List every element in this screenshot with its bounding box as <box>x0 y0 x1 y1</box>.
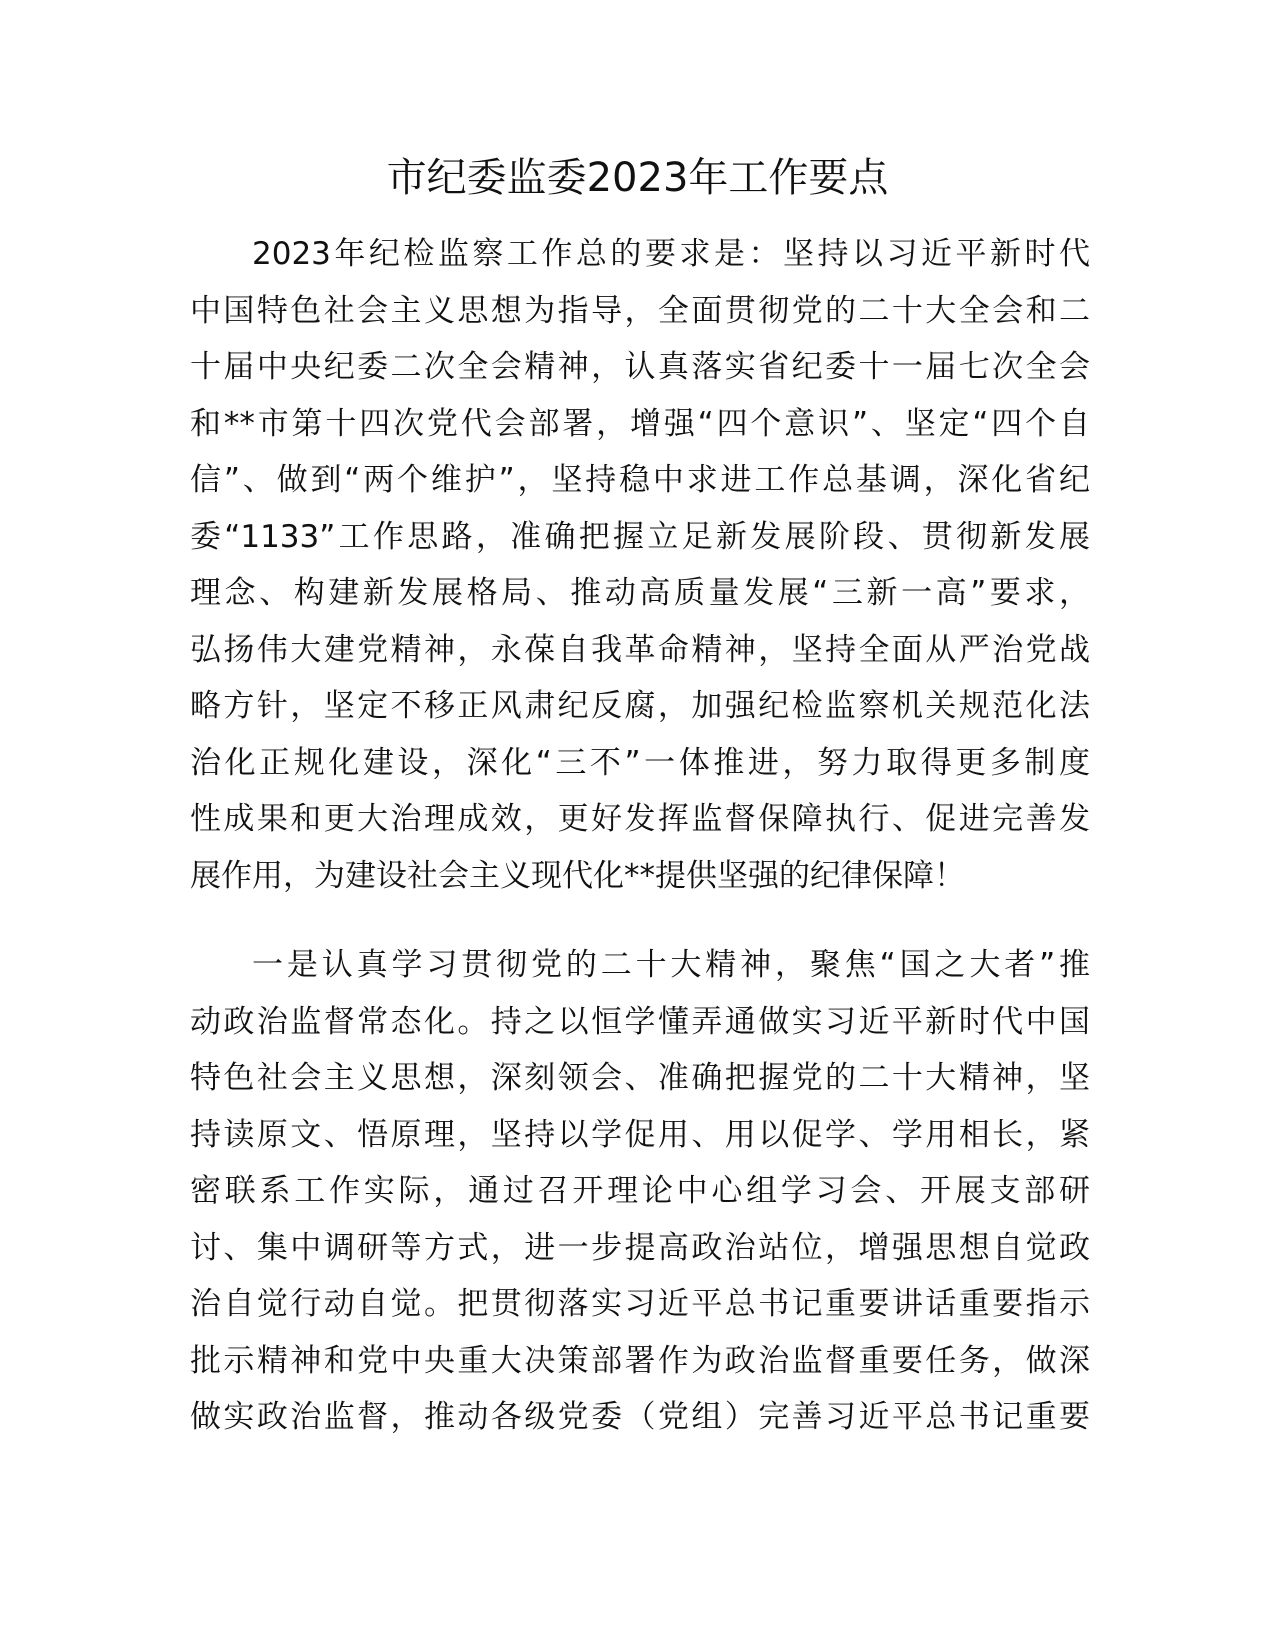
paragraph-line: 和**市第十四次党代会部署，增强“四个意识”、坚定“四个自 <box>190 405 1090 442</box>
paragraph-point-one <box>190 937 1090 1446</box>
paragraph-line: 做实政治监督，推动各级党委（党组）完善习近平总书记重要 <box>190 1399 1090 1435</box>
paragraph-line: 动政治监督常态化。持之以恒学懂弄通做实习近平新时代中国 <box>190 1003 1090 1040</box>
paragraph-line: 2023年纪检监察工作总的要求是：坚持以习近平新时代 <box>252 236 1090 272</box>
paragraph-line: 治化正规化建设，深化“三不”一体推进，努力取得更多制度 <box>190 744 1090 781</box>
paragraph-line: 委“1133”工作思路，准确把握立足新发展阶段、贯彻新发展 <box>190 518 1090 555</box>
paragraph-line: 略方针，坚定不移正风肃纪反腐，加强纪检监察机关规范化法 <box>190 688 1090 724</box>
paragraph-general-requirements <box>190 226 1090 904</box>
paragraph-line: 性成果和更大治理成效，更好发挥监督保障执行、促进完善发 <box>190 801 1090 837</box>
paragraph-line: 特色社会主义思想，深刻领会、准确把握党的二十大精神，坚 <box>190 1060 1090 1096</box>
paragraph-line: 治自觉行动自觉。把贯彻落实习近平总书记重要讲话重要指示 <box>190 1286 1090 1322</box>
paragraph-line: 持读原文、悟原理，坚持以学促用、用以促学、学用相长，紧 <box>190 1116 1090 1153</box>
paragraph-line: 理念、构建新发展格局、推动高质量发展“三新一高”要求， <box>190 575 1090 611</box>
paragraph-line: 十届中央纪委二次全会精神，认真落实省纪委十一届七次全会 <box>190 349 1090 385</box>
paragraph-line: 密联系工作实际，通过召开理论中心组学习会、开展支部研 <box>190 1173 1090 1209</box>
paragraph-line: 中国特色社会主义思想为指导，全面贯彻党的二十大全会和二 <box>190 292 1090 329</box>
paragraph-line: 讨、集中调研等方式，进一步提高政治站位，增强思想自觉政 <box>190 1229 1090 1266</box>
paragraph-line: 批示精神和党中央重大决策部署作为政治监督重要任务，做深 <box>190 1342 1090 1379</box>
document-title: 市纪委监委2023年工作要点 <box>386 155 889 201</box>
paragraph-line: 一是认真学习贯彻党的二十大精神，聚焦“国之大者”推 <box>252 947 1090 983</box>
paragraph-line: 信”、做到“两个维护”，坚持稳中求进工作总基调，深化省纪 <box>190 462 1090 498</box>
paragraph-line: 弘扬伟大建党精神，永葆自我革命精神，坚持全面从严治党战 <box>190 631 1090 668</box>
paragraph-line: 展作用，为建设社会主义现代化**提供坚强的纪律保障！ <box>190 857 965 894</box>
